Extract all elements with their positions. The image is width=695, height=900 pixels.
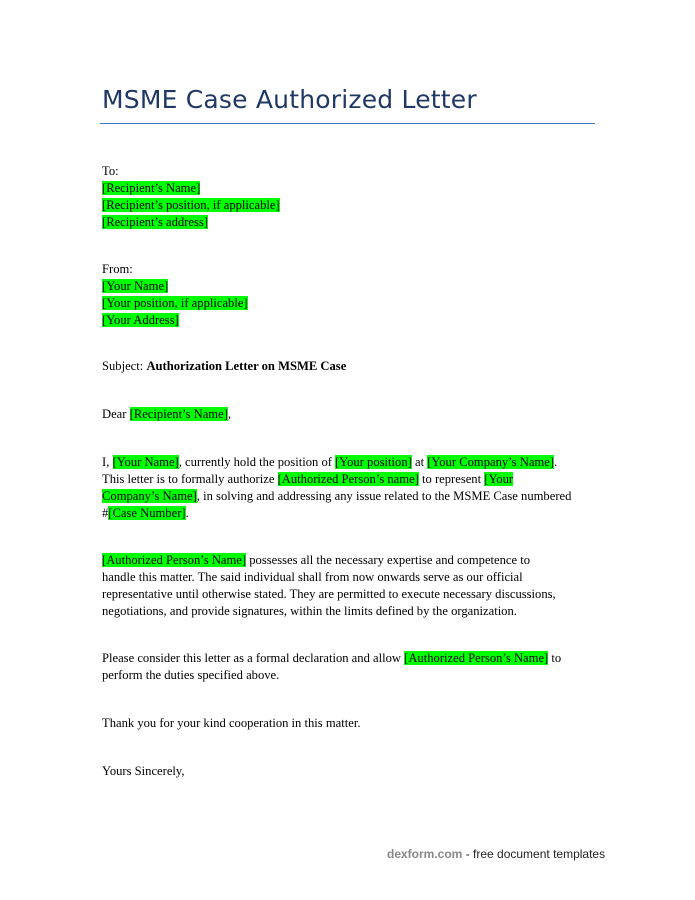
to-block	[102, 163, 594, 231]
salutation-prefix: Dear	[102, 407, 130, 421]
footer-tagline: - free document templates	[462, 847, 606, 861]
p2-text-1: possesses all the necessary expertise and competence to	[246, 553, 531, 567]
p1-company-placeholder-part1: [Your	[484, 472, 514, 486]
recipient-address-placeholder: [Recipient’s address]	[102, 215, 208, 229]
p3-text-2: to	[548, 651, 562, 665]
p1-authorized-person-placeholder: [Authorized Person’s name]	[277, 472, 419, 486]
title-underline	[100, 123, 595, 124]
recipient-name-placeholder: [Recipient’s Name]	[102, 181, 201, 195]
p1-text-1: I,	[102, 455, 113, 469]
paragraph-thanks	[102, 715, 594, 732]
p3-authorized-person-placeholder: [Authorized Person’s Name]	[404, 651, 549, 665]
to-label: To:	[102, 164, 119, 178]
sender-position-placeholder: [Your position, if applicable]	[102, 296, 248, 310]
paragraph-authorization	[102, 454, 594, 522]
p1-case-number-placeholder: [Case Number]	[108, 506, 186, 520]
thanks-line: Thank you for your kind cooperation in this matter.	[102, 716, 361, 730]
salutation-name-placeholder: [Recipient’s Name]	[129, 407, 228, 421]
document-title: MSME Case Authorized Letter	[102, 85, 477, 114]
salutation-suffix: ,	[227, 407, 232, 421]
p2-line-4: negotiations, and provide signatures, within the limits defined by the organization.	[102, 604, 517, 618]
closing-line: Yours Sincerely,	[102, 764, 185, 778]
p1-text-3: at	[411, 455, 428, 469]
from-label: From:	[102, 262, 133, 276]
p1-text-7: , in solving and addressing any issue related to the MSME Case numbered	[196, 489, 572, 503]
p1-text-2: , currently hold the position of	[178, 455, 336, 469]
recipient-position-placeholder: [Recipient’s position, if applicable]	[102, 198, 280, 212]
p1-text-8: #	[102, 506, 109, 520]
p1-company-name-placeholder: [Your Company’s Name]	[427, 455, 554, 469]
footer-attribution	[387, 846, 605, 862]
subject-line	[102, 358, 594, 375]
p2-authorized-person-placeholder: [Authorized Person’s Name]	[102, 553, 247, 567]
p1-your-name-placeholder: [Your Name]	[112, 455, 179, 469]
p2-line-3: representative until otherwise stated. They are permitted to execute necessary discussions,	[102, 587, 556, 601]
paragraph-competence	[102, 552, 594, 620]
p2-line-2: handle this matter. The said individual shall from now onwards serve as our official	[102, 570, 523, 584]
subject-text: Authorization Letter on MSME Case	[146, 359, 347, 373]
sender-name-placeholder: [Your Name]	[102, 279, 169, 293]
p1-text-6: to represent	[418, 472, 485, 486]
closing	[102, 763, 594, 780]
p1-your-position-placeholder: [Your position]	[335, 455, 412, 469]
p3-text-1: Please consider this letter as a formal declaration and allow	[102, 651, 405, 665]
footer-brand-link[interactable]: dexform.com	[387, 847, 463, 861]
subject-label: Subject:	[102, 359, 147, 373]
salutation	[102, 406, 594, 423]
p1-text-4: .	[553, 455, 558, 469]
p1-text-9: .	[185, 506, 189, 520]
paragraph-declaration	[102, 650, 594, 684]
p3-line-2: perform the duties specified above.	[102, 668, 280, 682]
sender-address-placeholder: [Your Address]	[102, 313, 179, 327]
from-block	[102, 261, 594, 329]
p1-text-5: This letter is to formally authorize	[102, 472, 278, 486]
p1-company-placeholder-part2: Company’s Name]	[102, 489, 197, 503]
